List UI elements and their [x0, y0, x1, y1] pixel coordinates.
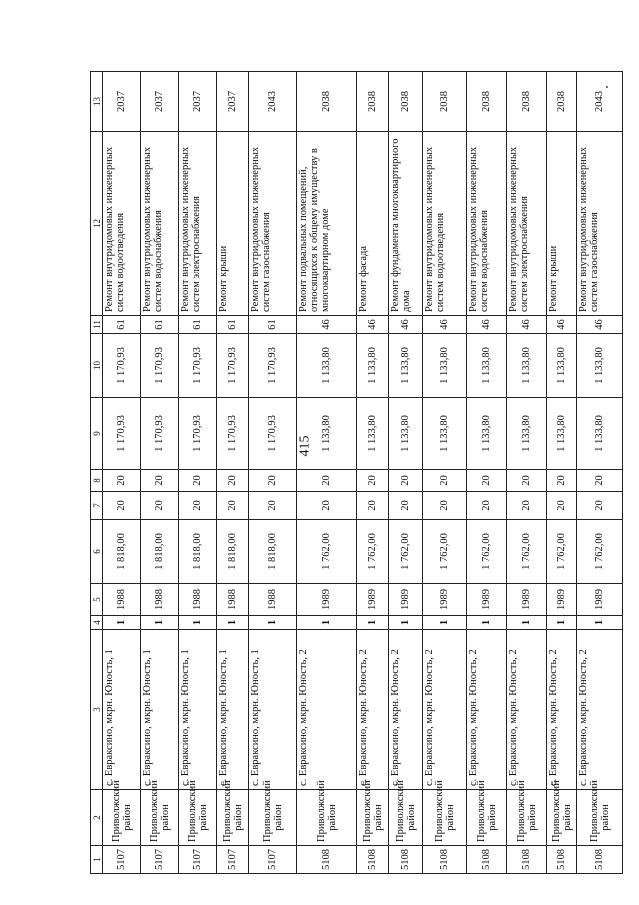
cell-work-type: Ремонт крыши: [217, 132, 249, 316]
table-row: [577, 72, 623, 874]
cell-col11: 61: [103, 316, 141, 334]
table-row: [103, 72, 141, 874]
table-body: [103, 72, 623, 874]
cell-col11: 46: [297, 316, 357, 334]
cell-col8: 20: [547, 470, 577, 492]
cell-col9: 1 133,80: [467, 398, 507, 470]
cell-year: 1989: [467, 584, 507, 616]
cell-year: 1988: [179, 584, 217, 616]
cell-col8: 20: [577, 470, 623, 492]
cell-plan-year: 2037: [179, 72, 217, 132]
cell-col7: 20: [507, 492, 547, 520]
cell-col8: 20: [217, 470, 249, 492]
cell-col7: 20: [357, 492, 389, 520]
cell-col4: 1: [103, 616, 141, 630]
cell-id: 5108: [467, 846, 507, 874]
table-row: [179, 72, 217, 874]
cell-plan-year: 2037: [103, 72, 141, 132]
cell-col11: 61: [217, 316, 249, 334]
header-cell: 9: [91, 398, 103, 470]
cell-year: 1989: [423, 584, 467, 616]
cell-col7: 20: [577, 492, 623, 520]
cell-col9: 1 133,80: [357, 398, 389, 470]
header-cell: 8: [91, 470, 103, 492]
cell-plan-year: 2038: [547, 72, 577, 132]
cell-col8: 20: [389, 470, 423, 492]
cell-col11: 46: [547, 316, 577, 334]
cell-id: 5107: [103, 846, 141, 874]
cell-col11: 46: [577, 316, 623, 334]
cell-col7: 20: [217, 492, 249, 520]
cell-col4: 1: [577, 616, 623, 630]
header-cell: 10: [91, 334, 103, 398]
cell-year: 1988: [217, 584, 249, 616]
cell-year: 1988: [103, 584, 141, 616]
cell-district: Приволжский район: [141, 790, 179, 846]
cell-district: Приволжский район: [547, 790, 577, 846]
cell-col10: 1 170,93: [249, 334, 297, 398]
cell-col7: 20: [179, 492, 217, 520]
cell-col8: 20: [179, 470, 217, 492]
cell-col4: 1: [389, 616, 423, 630]
table-header-row: [91, 72, 103, 874]
cell-col10: 1 133,80: [467, 334, 507, 398]
cell-year: 1988: [249, 584, 297, 616]
cell-col11: 61: [249, 316, 297, 334]
cell-plan-year: 2037: [217, 72, 249, 132]
table-row: [467, 72, 507, 874]
cell-area: 1 818,00: [141, 520, 179, 584]
cell-area: 1 762,00: [297, 520, 357, 584]
cell-col10: 1 133,80: [423, 334, 467, 398]
cell-id: 5107: [179, 846, 217, 874]
cell-id: 5108: [547, 846, 577, 874]
cell-plan-year: 2038: [467, 72, 507, 132]
cell-district: Приволжский район: [297, 790, 357, 846]
cell-area: 1 762,00: [507, 520, 547, 584]
cell-col11: 46: [467, 316, 507, 334]
page-number: 415: [297, 435, 313, 457]
table-row: [217, 72, 249, 874]
cell-plan-year: 2038: [357, 72, 389, 132]
header-cell: 13: [91, 72, 103, 132]
cell-district: Приволжский район: [577, 790, 623, 846]
cell-col9: 1 133,80: [547, 398, 577, 470]
cell-district: Приволжский район: [467, 790, 507, 846]
cell-col10: 1 133,80: [389, 334, 423, 398]
cell-address: с. Евраксино, мкрн. Юность, 2: [389, 630, 423, 790]
cell-area: 1 818,00: [217, 520, 249, 584]
table-row: [507, 72, 547, 874]
cell-col10: 1 133,80: [577, 334, 623, 398]
cell-col4: 1: [507, 616, 547, 630]
cell-col7: 20: [547, 492, 577, 520]
cell-id: 5108: [507, 846, 547, 874]
cell-col11: 61: [141, 316, 179, 334]
cell-area: 1 762,00: [357, 520, 389, 584]
cell-col9: 1 133,80: [297, 398, 357, 470]
cell-col11: 61: [179, 316, 217, 334]
cell-col8: 20: [103, 470, 141, 492]
cell-work-type: Ремонт внутридомовых инженерных систем водоотведения: [423, 132, 467, 316]
cell-col10: 1 170,93: [103, 334, 141, 398]
cell-area: 1 818,00: [179, 520, 217, 584]
cell-district: Приволжский район: [507, 790, 547, 846]
cell-work-type: Ремонт внутридомовых инженерных систем электроснабжения: [179, 132, 217, 316]
cell-address: с. Евраксино, мкрн. Юность, 2: [577, 630, 623, 790]
cell-col8: 20: [297, 470, 357, 492]
cell-col9: 1 170,93: [249, 398, 297, 470]
cell-col4: 1: [179, 616, 217, 630]
cell-col7: 20: [141, 492, 179, 520]
cell-address: с. Евраксино, мкрн. Юность, 1: [141, 630, 179, 790]
header-cell: 12: [91, 132, 103, 316]
cell-col9: 1 170,93: [103, 398, 141, 470]
header-cell: 4: [91, 616, 103, 630]
cell-plan-year: 2043: [249, 72, 297, 132]
cell-address: с. Евраксино, мкрн. Юность, 2: [547, 630, 577, 790]
cell-district: Приволжский район: [249, 790, 297, 846]
table-row: [357, 72, 389, 874]
cell-col7: 20: [467, 492, 507, 520]
cell-area: 1 762,00: [577, 520, 623, 584]
cell-col9: 1 133,80: [423, 398, 467, 470]
cell-address: с. Евраксино, мкрн. Юность, 2: [297, 630, 357, 790]
cell-plan-year: 2038: [423, 72, 467, 132]
scan-speck: [606, 86, 608, 88]
cell-year: 1989: [389, 584, 423, 616]
cell-area: 1 762,00: [547, 520, 577, 584]
cell-col9: 1 133,80: [577, 398, 623, 470]
table-row: [141, 72, 179, 874]
cell-year: 1989: [297, 584, 357, 616]
cell-col7: 20: [423, 492, 467, 520]
cell-address: с. Евраксино, мкрн. Юность, 1: [249, 630, 297, 790]
cell-plan-year: 2038: [389, 72, 423, 132]
header-cell: 2: [91, 790, 103, 846]
cell-work-type: Ремонт крыши: [547, 132, 577, 316]
cell-year: 1989: [577, 584, 623, 616]
cell-plan-year: 2037: [141, 72, 179, 132]
cell-col10: 1 133,80: [507, 334, 547, 398]
cell-year: 1989: [507, 584, 547, 616]
cell-year: 1989: [547, 584, 577, 616]
cell-col11: 46: [389, 316, 423, 334]
cell-district: Приволжский район: [103, 790, 141, 846]
cell-col4: 1: [423, 616, 467, 630]
table-row: [389, 72, 423, 874]
cell-id: 5108: [389, 846, 423, 874]
cell-area: 1 762,00: [389, 520, 423, 584]
cell-col9: 1 170,93: [217, 398, 249, 470]
header-cell: 7: [91, 492, 103, 520]
header-cell: 11: [91, 316, 103, 334]
cell-col11: 46: [507, 316, 547, 334]
table-row: [423, 72, 467, 874]
cell-col9: 1 133,80: [389, 398, 423, 470]
cell-col4: 1: [141, 616, 179, 630]
cell-address: с. Евраксино, мкрн. Юность, 1: [217, 630, 249, 790]
cell-area: 1 818,00: [249, 520, 297, 584]
cell-address: с. Евраксино, мкрн. Юность, 2: [467, 630, 507, 790]
cell-col10: 1 133,80: [357, 334, 389, 398]
cell-work-type: Ремонт внутридомовых инженерных систем электроснабжения: [507, 132, 547, 316]
cell-area: 1 762,00: [467, 520, 507, 584]
cell-id: 5108: [357, 846, 389, 874]
cell-col8: 20: [249, 470, 297, 492]
cell-col4: 1: [217, 616, 249, 630]
cell-col4: 1: [547, 616, 577, 630]
table-container: [90, 72, 611, 874]
cell-col10: 1 170,93: [179, 334, 217, 398]
cell-col4: 1: [297, 616, 357, 630]
header-cell: 5: [91, 584, 103, 616]
cell-address: с. Евраксино, мкрн. Юность, 2: [507, 630, 547, 790]
cell-col9: 1 170,93: [179, 398, 217, 470]
cell-work-type: Ремонт внутридомовых инженерных систем водоснабжения: [467, 132, 507, 316]
cell-id: 5108: [577, 846, 623, 874]
header-cell: 6: [91, 520, 103, 584]
cell-work-type: Ремонт внутридомовых инженерных систем газоснабжения: [577, 132, 623, 316]
cell-id: 5108: [423, 846, 467, 874]
cell-address: с. Евраксино, мкрн. Юность, 1: [103, 630, 141, 790]
cell-work-type: Ремонт подвальных помещений, относящихся к общему имуществу в многоквартирном доме: [297, 132, 357, 316]
cell-col4: 1: [467, 616, 507, 630]
cell-col7: 20: [297, 492, 357, 520]
cell-area: 1 818,00: [103, 520, 141, 584]
cell-work-type: Ремонт внутридомовых инженерных систем газоснабжения: [249, 132, 297, 316]
cell-col9: 1 133,80: [507, 398, 547, 470]
cell-address: с. Евраксино, мкрн. Юность, 1: [179, 630, 217, 790]
cell-col11: 46: [357, 316, 389, 334]
cell-col10: 1 170,93: [217, 334, 249, 398]
cell-id: 5107: [249, 846, 297, 874]
cell-col8: 20: [507, 470, 547, 492]
cell-address: с. Евраксино, мкрн. Юность, 2: [423, 630, 467, 790]
cell-district: Приволжский район: [423, 790, 467, 846]
cell-col7: 20: [389, 492, 423, 520]
cell-plan-year: 2043: [577, 72, 623, 132]
cell-district: Приволжский район: [357, 790, 389, 846]
cell-col4: 1: [249, 616, 297, 630]
cell-work-type: Ремонт внутридомовых инженерных систем водоснабжения: [141, 132, 179, 316]
cell-plan-year: 2038: [507, 72, 547, 132]
cell-year: 1989: [357, 584, 389, 616]
cell-year: 1988: [141, 584, 179, 616]
cell-col8: 20: [141, 470, 179, 492]
cell-district: Приволжский район: [389, 790, 423, 846]
cell-col7: 20: [103, 492, 141, 520]
cell-col11: 46: [423, 316, 467, 334]
cell-col8: 20: [357, 470, 389, 492]
cell-col10: 1 170,93: [141, 334, 179, 398]
table-row: [249, 72, 297, 874]
cell-col8: 20: [423, 470, 467, 492]
cell-area: 1 762,00: [423, 520, 467, 584]
header-cell: 3: [91, 630, 103, 790]
cell-col10: 1 133,80: [297, 334, 357, 398]
cell-id: 5107: [141, 846, 179, 874]
cell-id: 5108: [297, 846, 357, 874]
cell-address: с. Евраксино, мкрн. Юность, 2: [357, 630, 389, 790]
cell-col7: 20: [249, 492, 297, 520]
cell-district: Приволжский район: [179, 790, 217, 846]
cell-work-type: Ремонт фундамента многоквартирного дома: [389, 132, 423, 316]
cell-col10: 1 133,80: [547, 334, 577, 398]
cell-col8: 20: [467, 470, 507, 492]
cell-work-type: Ремонт фасада: [357, 132, 389, 316]
header-cell: 1: [91, 846, 103, 874]
cell-col9: 1 170,93: [141, 398, 179, 470]
cell-work-type: Ремонт внутридомовых инженерных систем водоотведения: [103, 132, 141, 316]
cell-plan-year: 2038: [297, 72, 357, 132]
table-row: [297, 72, 357, 874]
rotated-table-frame: [90, 72, 611, 874]
table-row: [547, 72, 577, 874]
cell-id: 5107: [217, 846, 249, 874]
cell-col4: 1: [357, 616, 389, 630]
cell-district: Приволжский район: [217, 790, 249, 846]
register-table: [90, 71, 623, 874]
